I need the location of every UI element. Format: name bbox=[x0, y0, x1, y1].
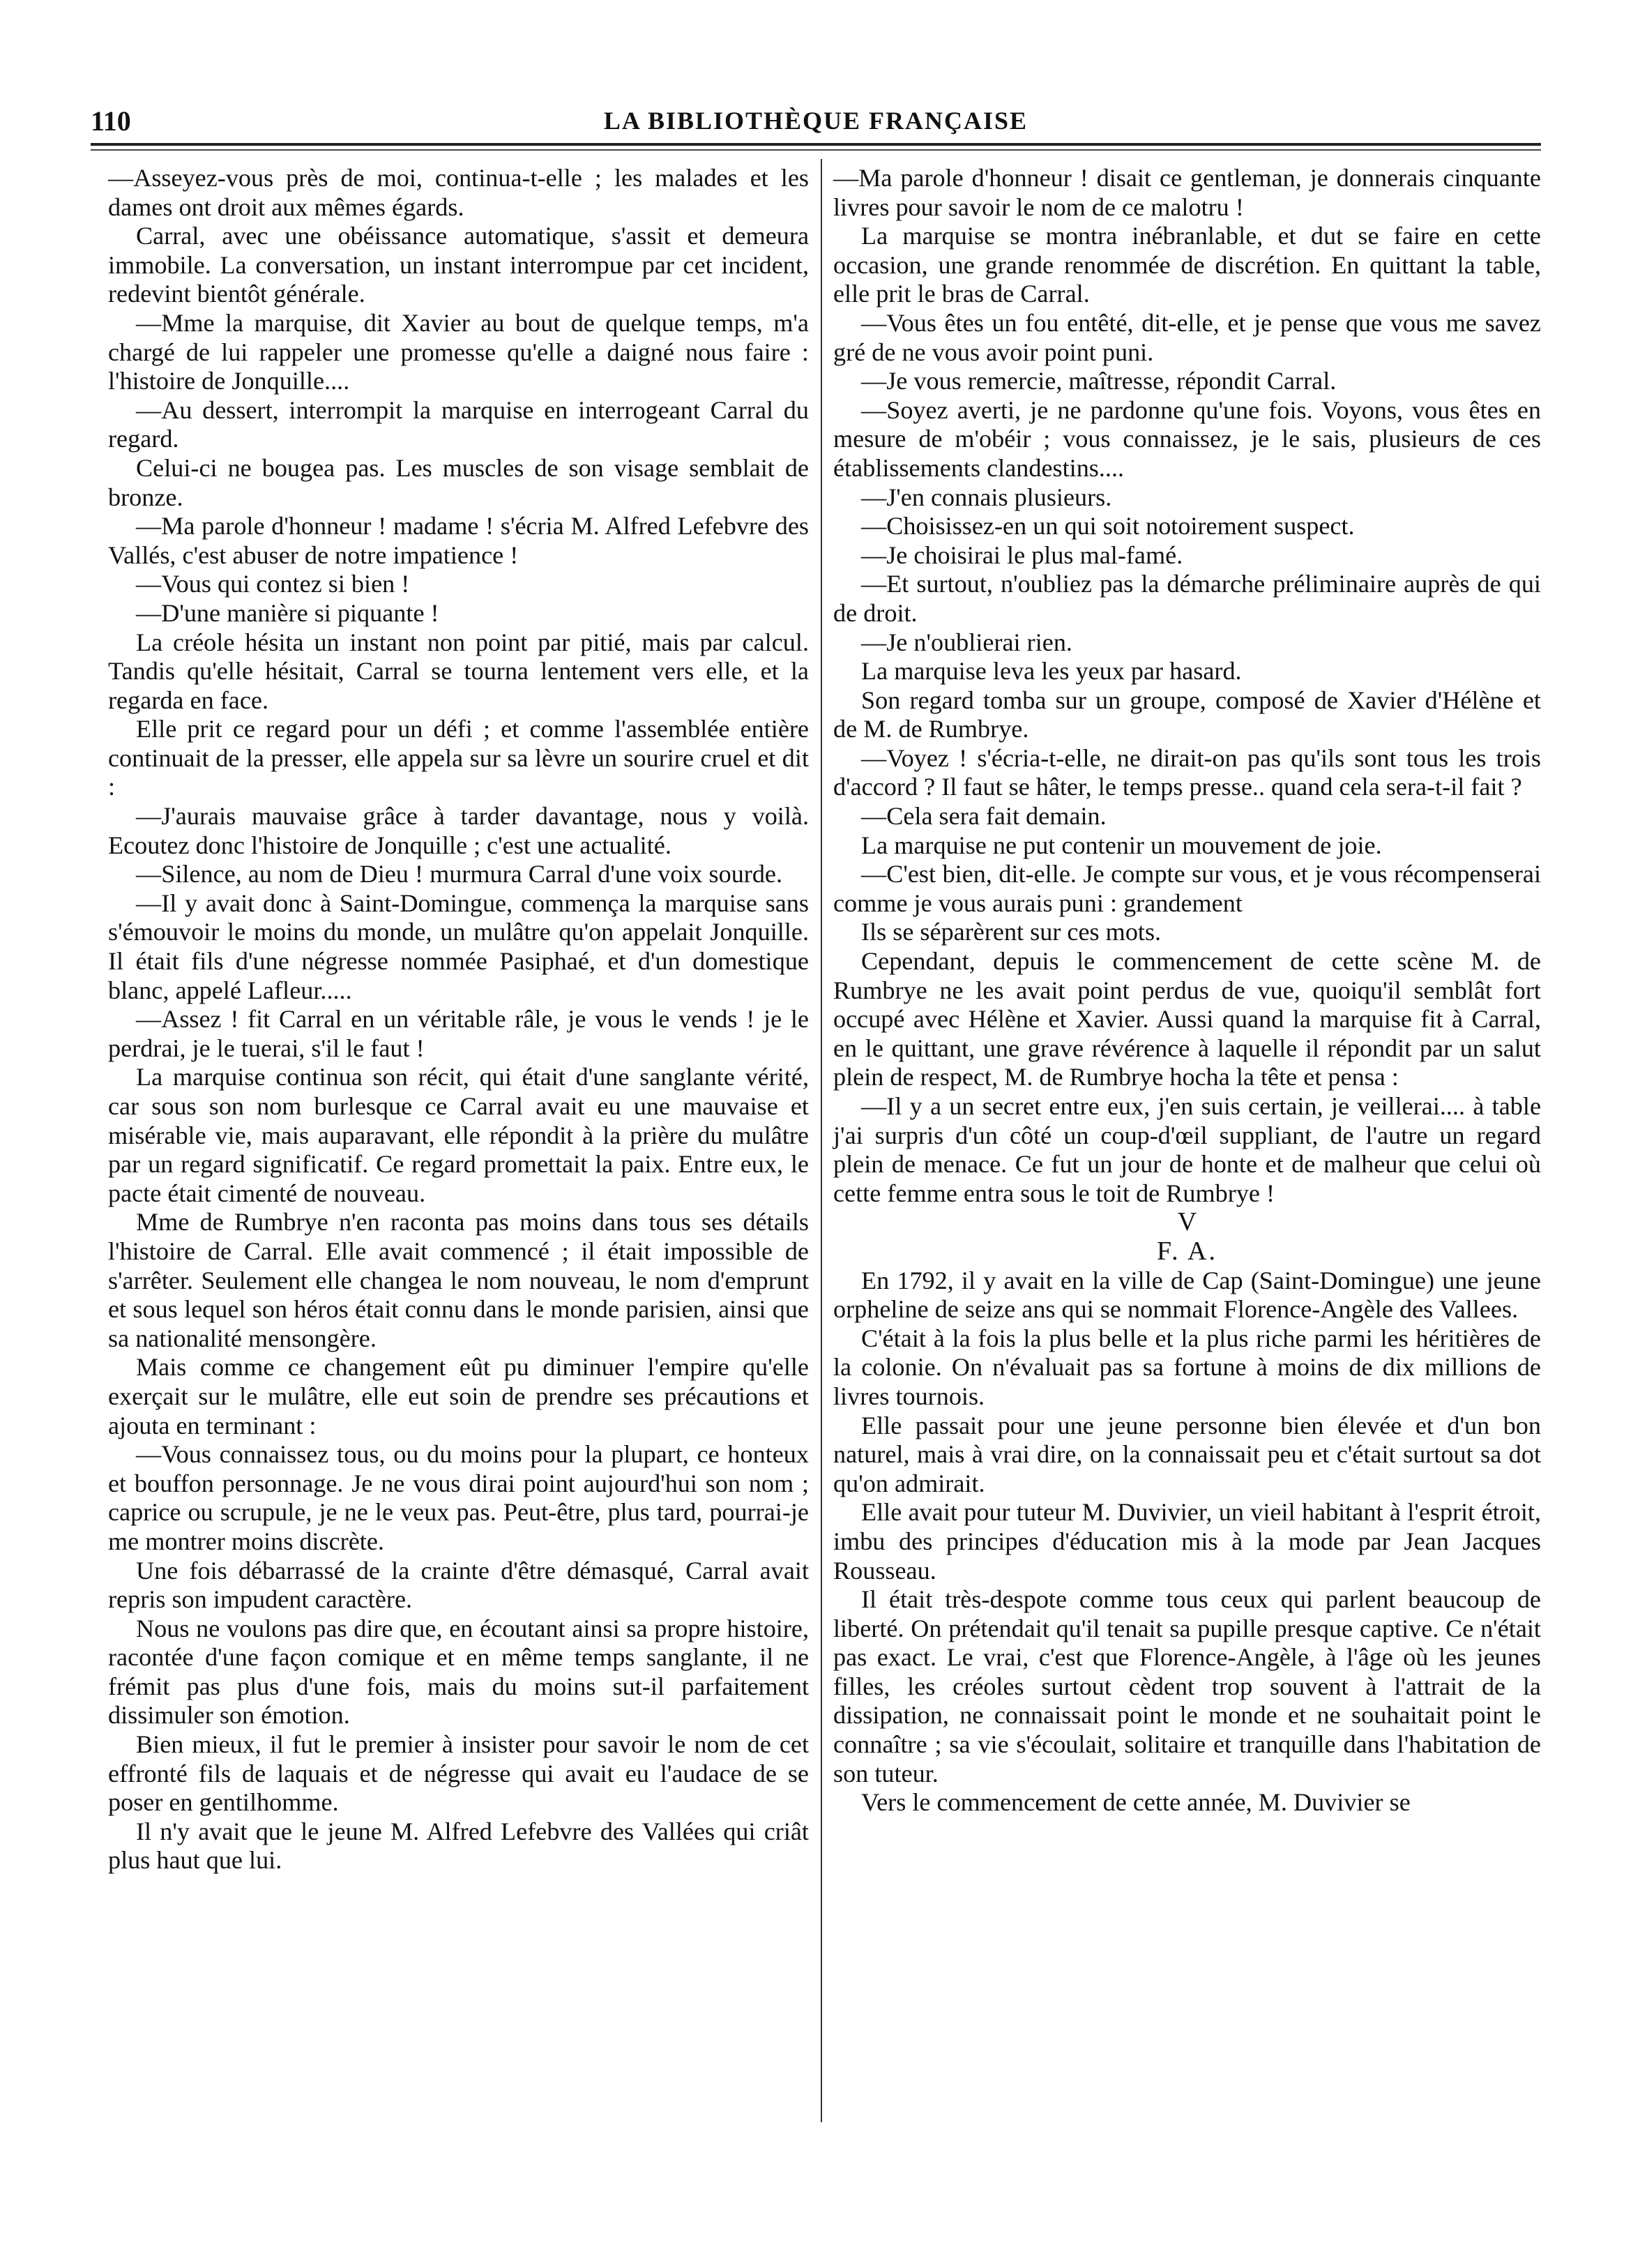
paragraph: Il était très-despote comme tous ceux qui parlent beaucoup de liberté. On prétendait qu'il tenait sa pupille presque captive. Ce n'était pas exact. Le vrai, c'est que Florence-Angèle, à l'âge où les jeunes filles, les créoles surtout cèdent trop souvent à l'attrait de la dissipation, ne connaissait point le monde et ne souhaitait point le connaître ; sa vie s'écoulait, solitaire et tranquille dans l'habitation de son tuteur. bbox=[833, 1585, 1541, 1787]
paragraph: —Ma parole d'honneur ! disait ce gentleman, je donnerais cinquante livres pour savoir le nom de ce malotru ! bbox=[833, 164, 1541, 221]
paragraph: —C'est bien, dit-elle. Je compte sur vous, et je vous récompenserai comme je vous aurais puni : grandement bbox=[833, 860, 1541, 917]
paragraph: —Choisissez-en un qui soit notoirement suspect. bbox=[861, 512, 1355, 540]
paragraph: Il n'y avait que le jeune M. Alfred Lefebvre des Vallées qui criât plus haut que lui. bbox=[108, 1817, 809, 1875]
paragraph: —Vous connaissez tous, ou du moins pour la plupart, ce honteux et bouffon personnage. Je ne vous dirai point aujourd'hui son nom ; caprice ou scrupule, je ne le veux pas. Peut-être, plus tard, pourrai-je me montrer moins discrète. bbox=[108, 1440, 809, 1555]
paragraph: C'était à la fois la plus belle et la plus riche parmi les héritières de la colonie. On n'évaluait pas sa fortune à moins de dix millions de livres tournois. bbox=[833, 1324, 1541, 1410]
paragraph: —Je choisirai le plus mal-famé. bbox=[861, 540, 1183, 569]
paragraph: Son regard tomba sur un groupe, composé de Xavier d'Hélène et de M. de Rumbrye. bbox=[833, 686, 1541, 743]
page-header bbox=[91, 105, 1541, 139]
paragraph: En 1792, il y avait en la ville de Cap (Saint-Domingue) une jeune orpheline de seize ans qui se nommait Florence-Angèle des Vallees. bbox=[833, 1266, 1541, 1324]
paragraph: —Il y a un secret entre eux, j'en suis certain, je veillerai.... à table j'ai surpris d'un côté un coup-d'œil suppliant, de l'autre un regard plein de menace. Ce fut un jour de honte et de malheur que celui où cette femme entra sous le toit de Rumbrye ! bbox=[833, 1092, 1541, 1207]
paragraph: Elle passait pour une jeune personne bien élevée et d'un bon naturel, mais à vrai dire, on la connaissait peu et c'était surtout sa dot qu'on admirait. bbox=[833, 1411, 1541, 1497]
paragraph: La marquise se montra inébranlable, et dut se faire en cette occasion, une grande renommée de discrétion. En quittant la table, elle prit le bras de Carral. bbox=[833, 222, 1541, 308]
paragraph: —Et surtout, n'oubliez pas la démarche préliminaire auprès de qui de droit. bbox=[833, 570, 1541, 627]
paragraph: —Silence, au nom de Dieu ! murmura Carral d'une voix sourde. bbox=[136, 860, 783, 889]
paragraph: La marquise continua son récit, qui était d'une sanglante vérité, car sous son nom burlesque ce Carral avait eu une mauvaise et misérable vie, mais auparavant, elle répondit à la prière du mulâtre par un regard significatif. Ce regard promettait la paix. Entre eux, le pacte était cimenté de nouveau. bbox=[108, 1063, 809, 1207]
right-column bbox=[833, 164, 1541, 1817]
paragraph: —Je vous remercie, maîtresse, répondit Carral. bbox=[861, 367, 1337, 395]
paragraph: —Au dessert, interrompit la marquise en interrogeant Carral du regard. bbox=[108, 395, 809, 453]
header-rule-thin bbox=[91, 149, 1541, 151]
paragraph: —Il y avait donc à Saint-Domingue, commença la marquise sans s'émouvoir le moins du monde, un mulâtre qu'on appelait Jonquille. Il était fils d'une négresse nommée Pasiphaé, et d'un domestique blanc, appelé Lafleur..... bbox=[108, 889, 809, 1004]
paragraph: Nous ne voulons pas dire que, en écoutant ainsi sa propre histoire, racontée d'une façon comique et en même temps sanglante, il ne frémit pas plus d'une fois, mais du moins sut-il parfaitement dissimuler son émotion. bbox=[108, 1614, 809, 1730]
running-title: LA BIBLIOTHÈQUE FRANÇAISE bbox=[603, 107, 1028, 135]
paragraph: Elle prit ce regard pour un défi ; et comme l'assemblée entière continuait de la presser, elle appela sur sa lèvre un sourire cruel et dit : bbox=[108, 715, 809, 801]
paragraph: —Cela sera fait demain. bbox=[861, 802, 1107, 831]
paragraph: —J'en connais plusieurs. bbox=[861, 483, 1112, 511]
paragraph: —Ma parole d'honneur ! madame ! s'écria M. Alfred Lefebvre des Vallés, c'est abuser de notre impatience ! bbox=[108, 512, 809, 569]
paragraph: —Soyez averti, je ne pardonne qu'une fois. Voyons, vous êtes en mesure de m'obéir ; vous connaissez, je le sais, plusieurs de ces établissements clandestins.... bbox=[833, 395, 1541, 482]
paragraph: —Voyez ! s'écria-t-elle, ne dirait-on pas qu'ils sont tous les trois d'accord ? Il faut se hâter, le temps presse.. quand cela sera-t-il fait ? bbox=[833, 743, 1541, 801]
page-number: 110 bbox=[91, 105, 131, 137]
header-rule bbox=[91, 143, 1541, 146]
paragraph: —Vous qui contez si bien ! bbox=[136, 570, 410, 598]
paragraph: —D'une manière si piquante ! bbox=[136, 598, 439, 627]
paragraph: —Assez ! fit Carral en un véritable râle, je vous le vends ! je le perdrai, je le tuerai, s'il le faut ! bbox=[108, 1005, 809, 1062]
paragraph: Mais comme ce changement eût pu diminuer l'empire qu'elle exerçait sur le mulâtre, elle eut soin de prendre ses précautions et ajouta en terminant : bbox=[108, 1353, 809, 1439]
chapter-numeral: V bbox=[1177, 1207, 1197, 1237]
paragraph: Carral, avec une obéissance automatique, s'assit et demeura immobile. La conversation, un instant interrompue par cet incident, redevint bientôt générale. bbox=[108, 222, 809, 308]
paragraph: La marquise ne put contenir un mouvement de joie. bbox=[861, 831, 1382, 859]
paragraph: Mme de Rumbrye n'en raconta pas moins dans tous ses détails l'histoire de Carral. Elle avait commencé ; il était impossible de s'arrêter. Seulement elle changea le nom nouveau, le nom d'emprunt et sous lequel son héros était connu dans le monde parisien, ainsi que sa nationalité mensongère. bbox=[108, 1208, 809, 1352]
paragraph: La marquise leva les yeux par hasard. bbox=[861, 657, 1242, 686]
left-column bbox=[108, 164, 809, 1875]
paragraph: —Je n'oublierai rien. bbox=[861, 628, 1072, 656]
paragraph: Vers le commencement de cette année, M. Duvivier se bbox=[861, 1788, 1411, 1817]
paragraph: Cependant, depuis le commencement de cette scène M. de Rumbrye ne les avait point perdus de vue, quoiqu'il semblât fort occupé avec Hélène et Xavier. Aussi quand la marquise fit à Carral, en le quittant, une grave révérence à laquelle il répondit par un salut plein de respect, M. de Rumbrye hocha la tête et pensa : bbox=[833, 947, 1541, 1091]
column-divider bbox=[821, 159, 822, 2122]
paragraph: —Vous êtes un fou entêté, dit-elle, et je pense que vous me savez gré de ne vous avoir point puni. bbox=[833, 308, 1541, 366]
paragraph: La créole hésita un instant non point par pitié, mais par calcul. Tandis qu'elle hésitait, Carral se tourna lentement vers elle, et la regarda en face. bbox=[108, 628, 809, 714]
paragraph: Bien mieux, il fut le premier à insister pour savoir le nom de cet effronté fils de laquais et de négresse qui avait eu l'audace de se poser en gentilhomme. bbox=[108, 1730, 809, 1817]
paragraph: —J'aurais mauvaise grâce à tarder davantage, nous y voilà. Ecoutez donc l'histoire de Jonquille ; c'est une actualité. bbox=[108, 802, 809, 859]
paragraph: Elle avait pour tuteur M. Duvivier, un vieil habitant à l'esprit étroit, imbu des principes d'éducation mis à la mode par Jean Jacques Rousseau. bbox=[833, 1498, 1541, 1585]
chapter-title: F. A. bbox=[1157, 1236, 1217, 1266]
paragraph: Celui-ci ne bougea pas. Les muscles de son visage semblait de bronze. bbox=[108, 453, 809, 511]
paragraph: Ils se séparèrent sur ces mots. bbox=[861, 918, 1162, 946]
paragraph: Une fois débarrassé de la crainte d'être démasqué, Carral avait repris son impudent caractère. bbox=[108, 1556, 809, 1614]
paragraph: —Mme la marquise, dit Xavier au bout de quelque temps, m'a chargé de lui rappeler une promesse qu'elle a daigné nous faire : l'histoire de Jonquille.... bbox=[108, 308, 809, 395]
paragraph: —Asseyez-vous près de moi, continua-t-elle ; les malades et les dames ont droit aux mêmes égards. bbox=[108, 164, 809, 221]
